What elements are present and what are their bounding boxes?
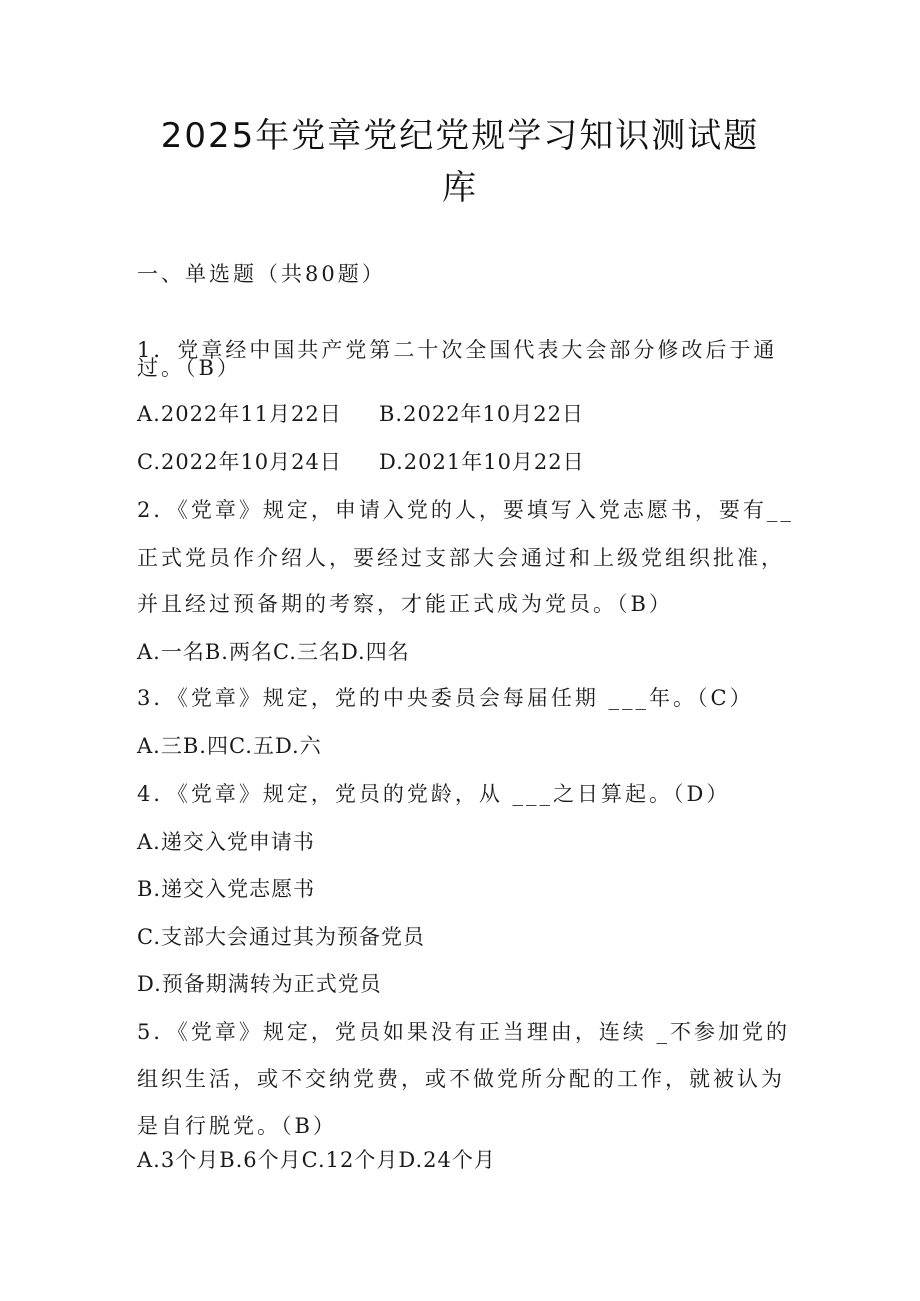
question-4-line-1: 4．《党章》规定，党员的党龄，从 ___之日算起。（D） [137, 782, 731, 806]
question-2-line-1: 2．《党章》规定，申请入党的人，要填写入党志愿书，要有__ [137, 498, 794, 522]
question-5-options: A.3个月B.6个月C.12个月D.24个月 [137, 1148, 496, 1172]
question-1-option-a: A.2022年11月22日 [137, 402, 342, 426]
question-5-line-1: 5．《党章》规定，党员如果没有正当理由，连续 _不参加党的 [137, 1020, 791, 1044]
question-4-option-d: D.预备期满转为正式党员 [137, 972, 382, 996]
document-title-line-1: 2025年党章党纪党规学习知识测试题 [160, 116, 760, 156]
question-1-line-2: 过。（B） [137, 356, 241, 380]
question-2-options: A.一名B.两名C.三名D.四名 [137, 640, 410, 664]
question-1-option-c: C.2022年10月24日 [137, 450, 342, 474]
document-title-line-2: 库 [442, 168, 478, 208]
question-2-line-3: 并且经过预备期的考察，才能正式成为党员。（B） [137, 592, 673, 616]
question-5-line-3: 是自行脱党。（B） [137, 1114, 337, 1138]
question-1-option-b: B.2022年10月22日 [379, 402, 584, 426]
question-1-option-d: D.2021年10月22日 [379, 450, 585, 474]
question-4-option-c: C.支部大会通过其为预备党员 [137, 925, 425, 949]
question-1-line-1: 1．党章经中国共产党第二十次全国代表大会部分修改后于通 [137, 338, 778, 362]
question-4-option-b: B.递交入党志愿书 [137, 877, 316, 901]
section-heading: 一、单选题（共80题） [137, 262, 386, 286]
question-4-option-a: A.递交入党申请书 [137, 830, 315, 854]
question-3-line-1: 3．《党章》规定，党的中央委员会每届任期 ___年。（C） [137, 686, 754, 710]
question-2-line-2: 正式党员作介绍人，要经过支部大会通过和上级党组织批准， [137, 546, 785, 570]
question-5-line-2: 组织生活，或不交纳党费，或不做党所分配的工作，就被认为 [137, 1067, 785, 1091]
question-3-options: A.三B.四C.五D.六 [137, 734, 322, 758]
